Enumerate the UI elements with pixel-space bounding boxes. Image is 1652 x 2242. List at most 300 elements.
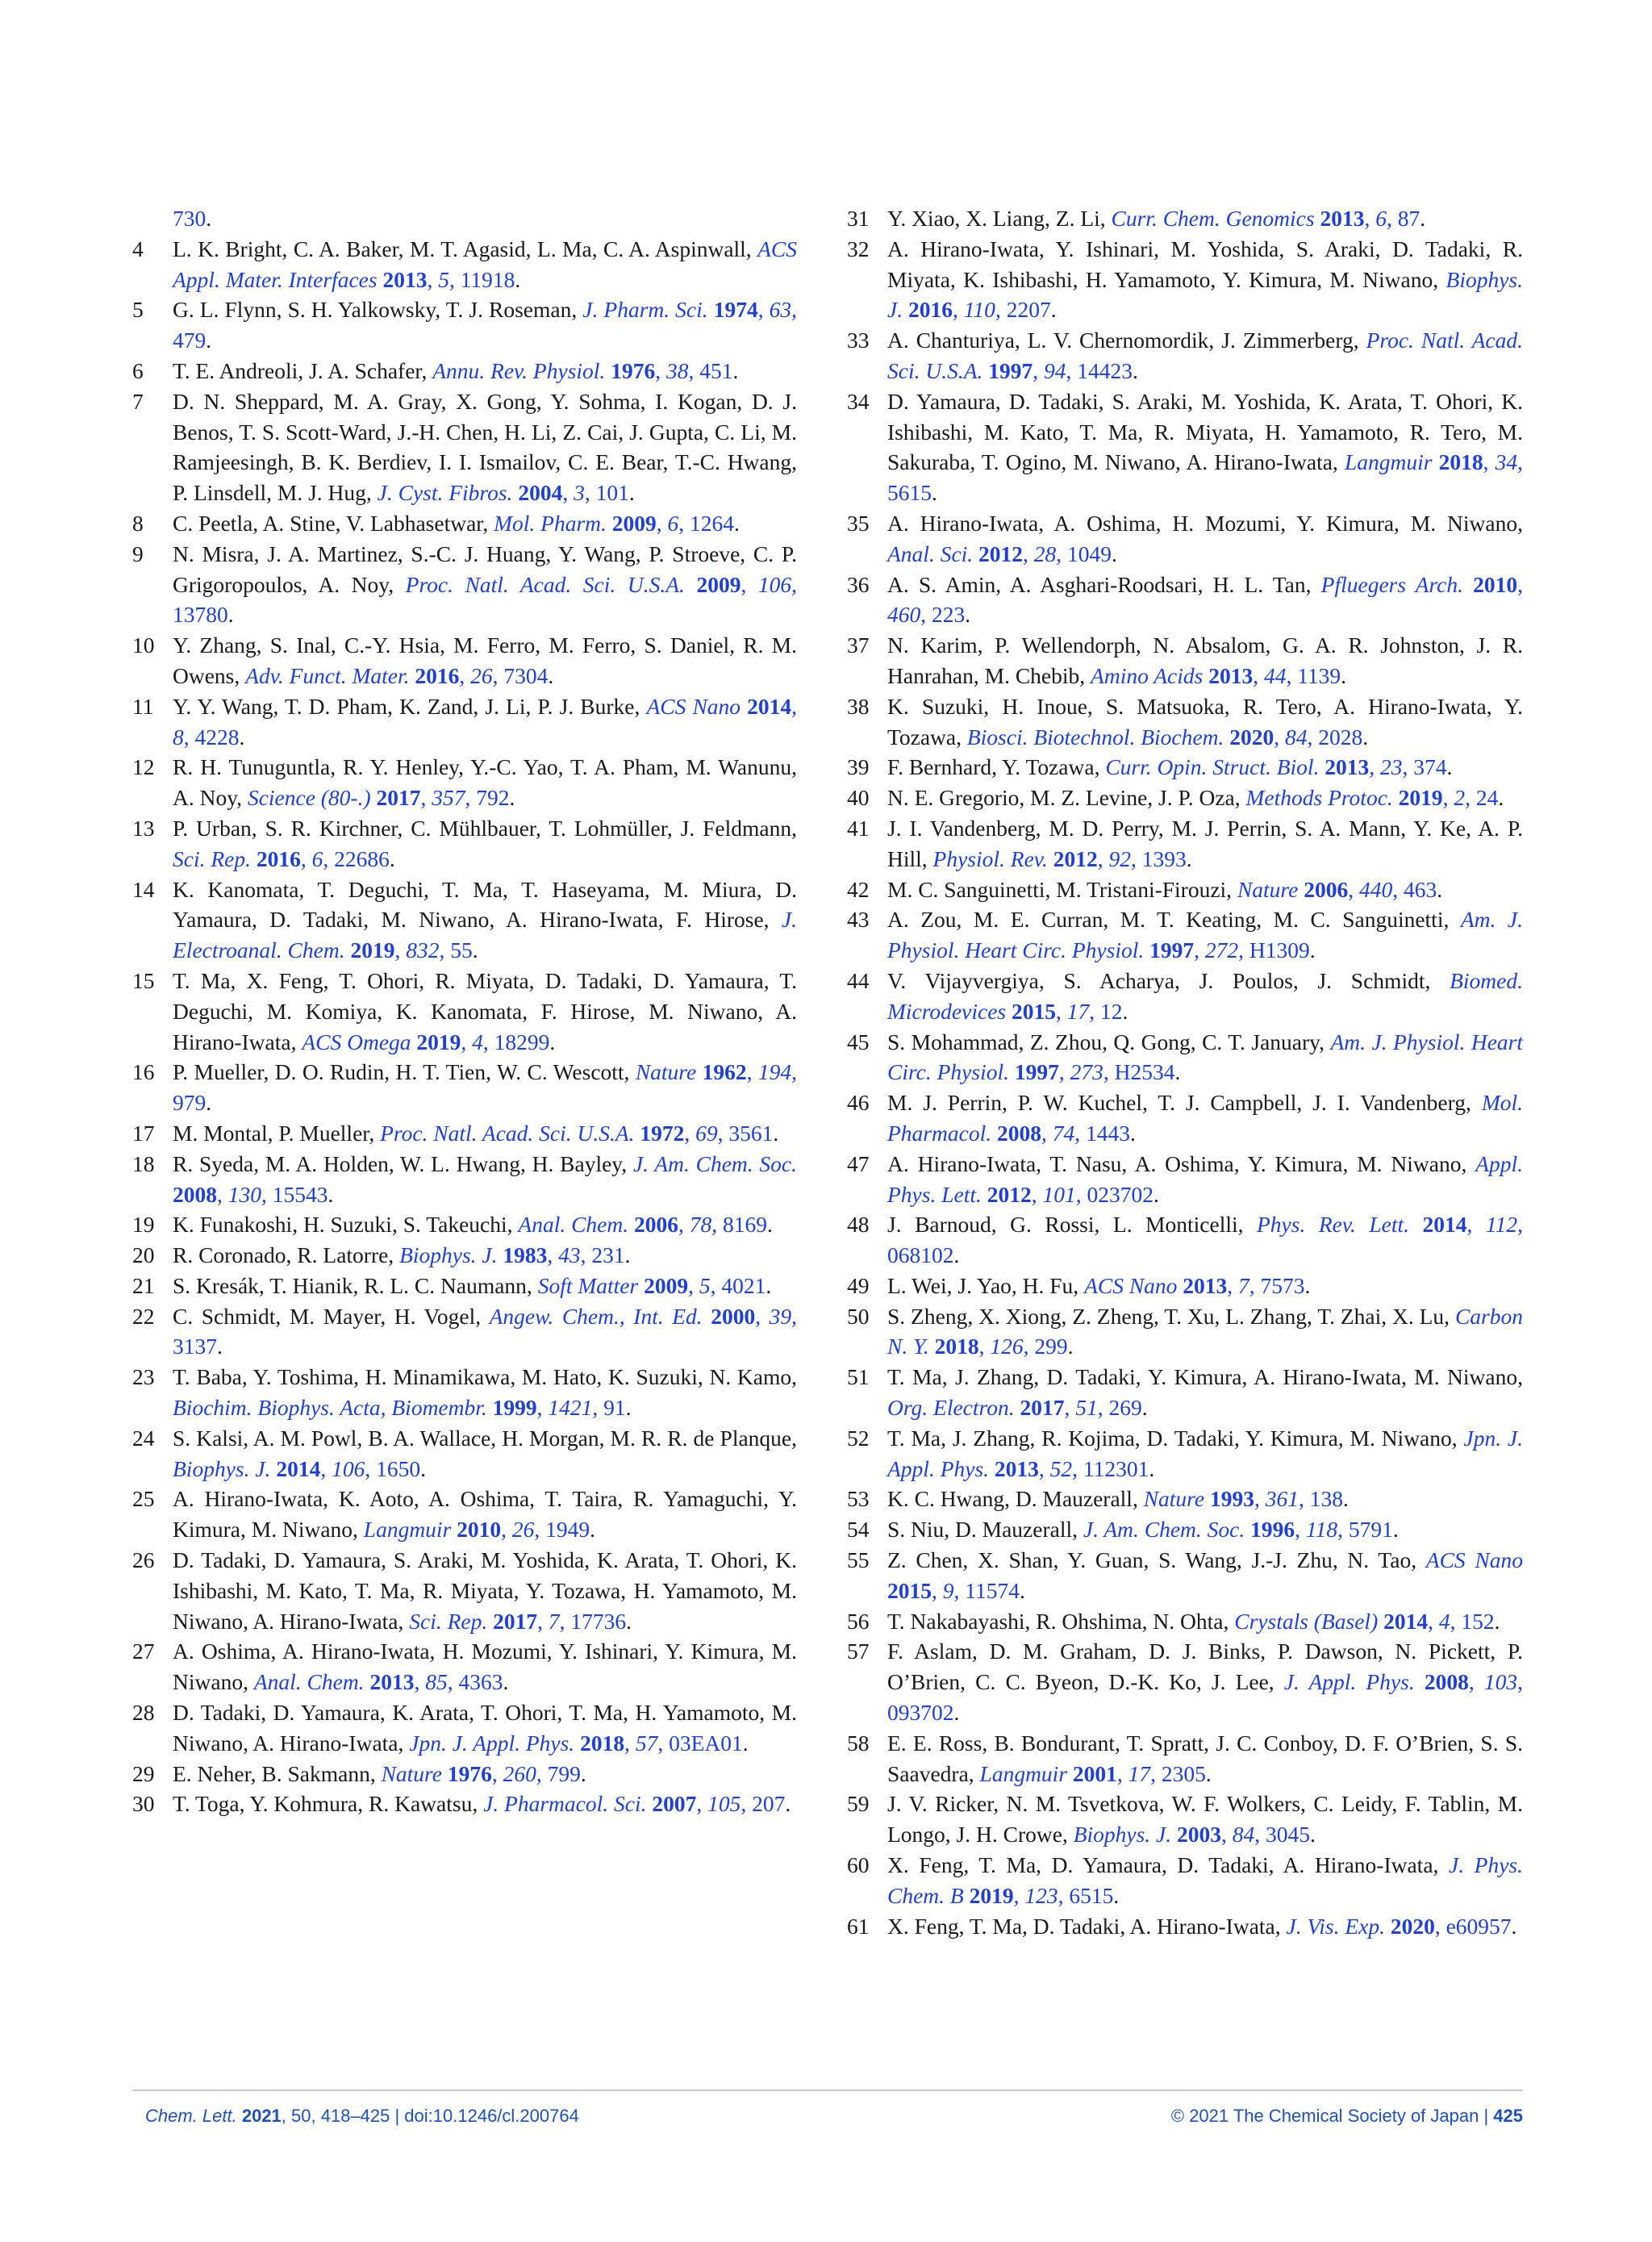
reference-link-segment[interactable]: , 91 xyxy=(592,1395,626,1421)
reference-link-segment[interactable]: Adv. Funct. Mater. xyxy=(245,662,410,688)
reference-link-segment[interactable]: , xyxy=(678,1212,690,1238)
reference-link-segment[interactable]: , 2305 xyxy=(1150,1760,1206,1786)
reference-text xyxy=(173,1761,586,1786)
reference-link-segment[interactable]: 2010 xyxy=(457,1517,502,1543)
reference-link-segment[interactable]: 460 xyxy=(887,602,921,628)
reference-link-segment[interactable]: 94 xyxy=(1044,357,1066,383)
reference-link-segment[interactable]: 110 xyxy=(963,297,995,323)
reference-link-segment[interactable]: 273 xyxy=(1070,1059,1103,1085)
reference-link-segment[interactable]: , xyxy=(1254,1486,1266,1512)
reference-link-segment[interactable]: Mol. Pharmacol. xyxy=(887,1090,1523,1146)
reference-link-segment[interactable]: Am. J. Physiol. Heart Circ. Physiol. xyxy=(887,907,1523,963)
reference-link-segment[interactable]: 2012 xyxy=(987,1181,1032,1207)
reference-link-segment[interactable]: J. Cyst. Fibros. xyxy=(377,480,513,506)
reference-link-segment[interactable]: 2012 xyxy=(1053,845,1098,871)
reference-link-segment[interactable]: 272 xyxy=(1204,937,1239,963)
reference-link-segment[interactable]: , 269 xyxy=(1097,1395,1142,1421)
reference-link-segment[interactable]: , 4228 xyxy=(183,724,240,749)
reference-link-segment[interactable]: Biomed. Microdevices xyxy=(887,967,1523,1024)
reference-link-segment[interactable]: 2019 xyxy=(416,1029,461,1054)
reference-link-segment[interactable]: Biophys. J. xyxy=(399,1242,498,1268)
reference-link-segment[interactable]: 9 xyxy=(942,1577,954,1603)
reference-link-segment[interactable]: J. Pharmacol. Sci. xyxy=(483,1791,647,1817)
reference-link-segment[interactable]: 57 xyxy=(635,1730,658,1756)
reference-link-segment[interactable]: 28 xyxy=(1033,541,1057,566)
reference-link-segment[interactable]: 5 xyxy=(438,266,449,292)
reference-text-segment xyxy=(703,1304,711,1329)
reference-link-segment[interactable]: Curr. Chem. Genomics xyxy=(1111,206,1315,231)
reference-link-segment[interactable]: 2009 xyxy=(644,1272,689,1298)
reference-link-segment[interactable]: , 11918 xyxy=(448,266,515,292)
reference-link-segment[interactable]: 6 xyxy=(667,510,679,536)
reference-link-segment[interactable]: 130 xyxy=(227,1181,261,1207)
reference-link-segment[interactable]: , xyxy=(932,1577,943,1603)
reference-link-segment[interactable]: Amino Acids xyxy=(1091,662,1204,688)
reference-link-segment[interactable]: , 112301 xyxy=(1072,1455,1149,1481)
reference-link-segment[interactable]: 2008 xyxy=(173,1181,217,1207)
reference-link-segment[interactable]: , 223 xyxy=(920,602,966,628)
reference-link-segment[interactable]: 74 xyxy=(1052,1120,1075,1146)
reference-link-segment[interactable]: 8 xyxy=(173,724,184,749)
reference-link-segment[interactable]: Phys. Rev. Lett. xyxy=(1257,1212,1410,1238)
reference-link-segment[interactable]: Nature xyxy=(635,1059,697,1085)
reference-link-segment[interactable]: 63 xyxy=(769,297,792,323)
reference-link-segment[interactable]: 2019 xyxy=(969,1882,1014,1908)
reference-link-segment[interactable]: Org. Electron. xyxy=(887,1395,1015,1421)
reference-link-segment[interactable]: , xyxy=(414,1669,426,1695)
reference-link-segment[interactable]: , 5615 xyxy=(887,449,1524,506)
reference-link-segment[interactable]: 361 xyxy=(1265,1486,1299,1512)
reference-link-segment[interactable]: , xyxy=(1055,998,1067,1024)
reference-link-segment[interactable]: 1974 xyxy=(713,297,758,323)
reference-link-segment[interactable]: J. Electroanal. Chem. xyxy=(173,907,797,963)
reference-link-segment[interactable]: , 479 xyxy=(173,297,797,353)
reference-link-segment[interactable]: 2006 xyxy=(634,1212,678,1238)
reference-link-segment[interactable]: 38 xyxy=(665,357,689,383)
reference-link-segment[interactable]: 34 xyxy=(1495,449,1518,475)
reference-link-segment[interactable]: , 55 xyxy=(439,937,473,963)
reference-link-segment[interactable]: 1972 xyxy=(640,1120,685,1146)
reference-link-segment[interactable]: , xyxy=(1442,785,1454,811)
reference-link-segment[interactable]: Biophys. J. xyxy=(173,1455,271,1481)
reference-link-segment[interactable]: J. Am. Chem. Soc. xyxy=(632,1150,797,1176)
reference-link-segment[interactable]: , xyxy=(300,845,312,871)
reference-link-segment[interactable]: 4 xyxy=(1438,1608,1450,1634)
reference-link-segment[interactable]: , 4363 xyxy=(447,1669,503,1695)
reference-link-segment[interactable]: , 799 xyxy=(536,1760,581,1786)
reference-link-segment[interactable]: 43 xyxy=(558,1242,581,1268)
reference-link-segment[interactable]: 2004 xyxy=(518,480,563,506)
reference-link-segment[interactable]: , xyxy=(655,357,666,383)
reference-link-segment[interactable]: , xyxy=(1295,1517,1306,1543)
reference-link-segment[interactable]: Sci. Rep. xyxy=(173,845,251,871)
reference-link-segment[interactable]: , 14423 xyxy=(1066,357,1133,383)
reference-link-segment[interactable]: , xyxy=(1038,1455,1050,1481)
reference-link-segment[interactable]: , xyxy=(427,266,439,292)
reference-link-segment[interactable]: 260 xyxy=(503,1760,536,1786)
reference-link-segment[interactable]: 440 xyxy=(1358,876,1393,902)
reference-text-segment: T. Toga, Y. Kohmura, R. Kawatsu, xyxy=(173,1791,484,1817)
reference-link-segment[interactable]: e60957 xyxy=(1446,1913,1512,1939)
reference-link-segment[interactable]: , xyxy=(491,1760,503,1786)
reference-link-segment[interactable]: , 2207 xyxy=(995,297,1051,323)
reference-link-segment[interactable]: 4 xyxy=(472,1029,483,1054)
reference-link-segment[interactable]: Langmuir xyxy=(979,1760,1068,1786)
reference-link-segment[interactable]: ACS Nano xyxy=(1425,1547,1523,1573)
reference-link-segment[interactable]: 17 xyxy=(1066,998,1090,1024)
reference-link-segment[interactable]: Sci. Rep. xyxy=(409,1608,488,1634)
reference-link-segment[interactable]: , 231 xyxy=(580,1242,625,1268)
reference-link-segment[interactable]: Curr. Opin. Struct. Biol. xyxy=(1105,754,1320,780)
reference-link-segment[interactable]: ACS Appl. Mater. Interfaces xyxy=(173,236,797,292)
reference-link-segment[interactable]: 2010 xyxy=(1473,571,1518,597)
reference-link-segment[interactable]: , 463 xyxy=(1392,876,1437,902)
reference-link-segment[interactable]: ACS Nano xyxy=(646,693,741,719)
reference-link-segment[interactable]: 2001 xyxy=(1072,1760,1117,1786)
reference-link-segment[interactable]: , xyxy=(1253,662,1264,688)
reference-link-segment[interactable]: , xyxy=(562,480,574,506)
reference-link-segment[interactable]: 2016 xyxy=(256,845,301,871)
reference-link-segment[interactable]: , xyxy=(394,937,407,963)
reference-link-segment[interactable]: J. Appl. Phys. xyxy=(1283,1669,1415,1695)
reference-link-segment[interactable]: 78 xyxy=(689,1212,712,1238)
reference-link-segment[interactable]: 2018 xyxy=(580,1730,625,1756)
reference-link-segment[interactable]: , 6515 xyxy=(1058,1882,1114,1908)
reference-link-segment[interactable]: , xyxy=(757,297,770,323)
reference-link-segment[interactable]: 103 xyxy=(1483,1669,1518,1695)
reference-link-segment[interactable]: J. Vis. Exp. xyxy=(1286,1913,1385,1939)
reference-link-segment[interactable]: 2000 xyxy=(711,1303,756,1329)
reference-number: 42 xyxy=(847,876,870,902)
reference-link-segment[interactable]: 3 xyxy=(574,480,585,506)
reference-link-segment[interactable]: , H2534 xyxy=(1103,1059,1175,1085)
reference-link-segment[interactable]: Anal. Chem. xyxy=(253,1669,365,1695)
reference-link-segment[interactable]: Carbon N. Y. xyxy=(887,1303,1523,1359)
reference-link-segment[interactable]: 2018 xyxy=(934,1334,979,1359)
reference-link-segment[interactable]: ACS Omega xyxy=(302,1029,411,1054)
reference-link-segment[interactable]: Langmuir xyxy=(363,1517,452,1543)
reference-link-segment[interactable]: Biochim. Biophys. Acta, Biomembr. xyxy=(173,1395,487,1421)
reference-link-segment[interactable]: 26 xyxy=(470,662,493,688)
reference-link-segment[interactable]: , 068102 xyxy=(887,1212,1523,1268)
reference-link-segment[interactable]: , 22686 xyxy=(323,845,390,871)
reference-link-segment[interactable]: , xyxy=(696,1791,708,1817)
reference-link-segment[interactable]: 39 xyxy=(769,1303,792,1329)
reference-link-segment[interactable]: ACS Nano xyxy=(1084,1272,1178,1298)
reference-link-segment[interactable]: Jpn. J. Appl. Phys. xyxy=(887,1425,1523,1481)
reference-link-segment[interactable]: 1996 xyxy=(1250,1517,1295,1543)
reference-link-segment[interactable]: , xyxy=(537,1608,549,1634)
reference-link-segment[interactable]: 1997 xyxy=(988,357,1033,383)
reference-link-segment[interactable]: Biosci. Biotechnol. Biochem. xyxy=(966,724,1224,749)
reference-link-segment[interactable]: Anal. Chem. xyxy=(518,1212,629,1238)
reference-link-segment[interactable]: , 4021 xyxy=(710,1272,766,1298)
reference-link-segment[interactable]: , 979 xyxy=(173,1059,798,1116)
reference-link-segment[interactable]: 51 xyxy=(1075,1395,1098,1421)
reference-link-segment[interactable]: 1976 xyxy=(447,1760,492,1786)
reference-link-segment[interactable]: Jpn. J. Appl. Phys. xyxy=(409,1730,575,1756)
reference-link-segment[interactable]: 44 xyxy=(1263,662,1287,688)
reference-link-segment[interactable]: , 1949 xyxy=(534,1517,590,1543)
reference-link-segment[interactable]: , xyxy=(755,1303,770,1329)
reference-link-segment[interactable]: , xyxy=(624,1730,636,1756)
reference-link-segment[interactable]: , 3137 xyxy=(173,1303,798,1359)
reference-link-segment[interactable]: 2019 xyxy=(350,937,395,963)
reference-link-segment[interactable]: 106 xyxy=(332,1455,365,1481)
reference-link-segment[interactable]: , 7304 xyxy=(492,662,549,688)
reference-link-segment[interactable]: , xyxy=(547,1242,559,1268)
reference-link-segment[interactable]: 357 xyxy=(432,785,465,811)
reference-link-segment[interactable]: , xyxy=(1194,937,1205,963)
reference-link-segment[interactable]: , 7573 xyxy=(1249,1272,1305,1298)
reference-link-segment[interactable]: 2015 xyxy=(1011,998,1056,1024)
reference-link-segment[interactable]: 6 xyxy=(1375,206,1387,231)
reference-link-segment[interactable]: , xyxy=(746,1059,758,1085)
reference-link-segment[interactable]: , xyxy=(459,662,471,688)
reference-link-segment[interactable]: , 152 xyxy=(1450,1608,1495,1634)
reference-link-segment[interactable]: , 374 xyxy=(1402,754,1447,780)
reference-17 xyxy=(132,1118,797,1149)
reference-link-segment[interactable]: 2007 xyxy=(652,1791,697,1817)
reference-link-segment[interactable]: , 3561 xyxy=(717,1120,774,1146)
reference-link-segment[interactable]: , xyxy=(1348,876,1359,902)
reference-link-segment[interactable]: , xyxy=(688,1272,699,1298)
reference-link-segment[interactable]: , 12 xyxy=(1089,998,1123,1024)
reference-link-segment[interactable]: , H1309 xyxy=(1238,937,1310,963)
reference-link-segment[interactable]: 2009 xyxy=(696,571,741,597)
reference-link-segment[interactable]: , 1049 xyxy=(1056,541,1112,566)
reference-link-segment[interactable]: 2013 xyxy=(1183,1272,1228,1298)
reference-link-segment[interactable]: 194 xyxy=(757,1059,792,1085)
reference-link-segment[interactable]: 2014 xyxy=(1422,1212,1467,1238)
reference-link-segment[interactable]: 1983 xyxy=(503,1242,548,1268)
reference-link-segment[interactable]: , 101 xyxy=(584,480,629,506)
reference-number: 46 xyxy=(847,1090,870,1116)
reference-link-segment[interactable]: , xyxy=(1364,206,1376,231)
reference-link-segment[interactable]: 2014 xyxy=(276,1455,321,1481)
reference-link-segment[interactable]: 1993 xyxy=(1209,1486,1254,1512)
reference-link-segment[interactable]: , xyxy=(1466,1212,1486,1238)
reference-link-segment[interactable]: , xyxy=(656,510,668,536)
reference-link-segment[interactable]: Mol. Pharm. xyxy=(494,510,607,536)
reference-link-segment[interactable]: , xyxy=(1041,1120,1053,1146)
reference-link-segment[interactable]: , 1393 xyxy=(1130,845,1187,871)
reference-link-segment[interactable]: 2014 xyxy=(1383,1608,1429,1634)
reference-link-segment[interactable]: 730 xyxy=(173,206,206,231)
reference-link-segment[interactable]: , xyxy=(952,297,964,323)
reference-link-segment[interactable]: , xyxy=(740,571,758,597)
reference-link-segment[interactable]: 17 xyxy=(1128,1760,1151,1786)
reference-link-segment[interactable]: 2016 xyxy=(907,297,953,323)
reference-link-segment[interactable]: , xyxy=(1064,1395,1076,1421)
reference-link-segment[interactable]: 69 xyxy=(695,1120,718,1146)
footer-citation[interactable] xyxy=(145,2106,579,2127)
reference-link-segment[interactable]: , xyxy=(461,1029,473,1054)
reference-link-segment[interactable]: Proc. Natl. Acad. Sci. U.S.A. xyxy=(380,1120,635,1146)
reference-link-segment[interactable]: Proc. Natl. Acad. Sci. U.S.A. xyxy=(887,328,1523,383)
reference-link-segment[interactable]: 92 xyxy=(1108,845,1131,871)
reference-link-segment[interactable]: , xyxy=(684,1120,696,1146)
reference-link-segment[interactable]: , xyxy=(1023,541,1034,566)
reference-link-segment[interactable]: Pfluegers Arch. xyxy=(1320,571,1463,597)
reference-link-segment[interactable]: 1997 xyxy=(1014,1059,1059,1085)
reference-text xyxy=(887,1609,1500,1634)
reference-link-segment[interactable]: , 299 xyxy=(1023,1334,1068,1359)
reference-link-segment[interactable]: , xyxy=(1428,1608,1439,1634)
reference-link-segment[interactable]: , xyxy=(1031,1181,1043,1207)
reference-link-segment[interactable]: , 13780 xyxy=(173,571,798,628)
reference-link-segment[interactable]: Appl. Phys. Lett. xyxy=(887,1150,1523,1207)
reference-link-segment[interactable]: 52 xyxy=(1049,1455,1073,1481)
reference-text-segment xyxy=(1409,1212,1423,1237)
reference-link-segment[interactable]: , 451 xyxy=(688,357,733,383)
reference-link-segment[interactable]: , xyxy=(1013,1882,1025,1908)
reference-link-segment[interactable]: Nature xyxy=(1237,876,1299,902)
reference-link-segment[interactable]: , xyxy=(1227,1272,1239,1298)
reference-link-segment[interactable]: 105 xyxy=(707,1791,741,1817)
reference-link-segment[interactable]: 23 xyxy=(1380,754,1403,780)
reference-link-segment[interactable]: , 2028 xyxy=(1307,724,1363,749)
reference-link-segment[interactable]: 2013 xyxy=(1320,206,1365,231)
reference-link-segment[interactable]: 2 xyxy=(1454,785,1466,811)
reference-link-segment[interactable]: 2018 xyxy=(1438,449,1483,475)
reference-link-segment[interactable]: Nature xyxy=(1143,1486,1205,1512)
reference-link-segment[interactable]: 2020 xyxy=(1390,1913,1435,1939)
reference-link-segment[interactable]: 2014 xyxy=(747,693,792,719)
reference-link-segment[interactable]: , xyxy=(536,1395,549,1421)
reference-link-segment[interactable]: 2003 xyxy=(1177,1822,1221,1847)
reference-link-segment[interactable]: , 3045 xyxy=(1254,1822,1310,1847)
reference-link-segment[interactable]: Am. J. Physiol. Heart Circ. Physiol. xyxy=(887,1029,1523,1085)
reference-link-segment[interactable]: 1999 xyxy=(492,1395,537,1421)
reference-link-segment[interactable]: J. Pharm. Sci. xyxy=(582,297,708,323)
reference-link-segment[interactable]: 118 xyxy=(1305,1517,1338,1543)
reference-link-segment[interactable]: , xyxy=(1468,1669,1484,1695)
reference-link-segment[interactable]: Biophys. J. xyxy=(1073,1822,1172,1847)
reference-link-segment[interactable]: 112 xyxy=(1485,1212,1518,1238)
reference-link-segment[interactable]: 2008 xyxy=(996,1120,1041,1146)
reference-link-segment[interactable]: 106 xyxy=(757,571,792,597)
reference-link-segment[interactable]: 84 xyxy=(1284,724,1308,749)
reference-link-segment[interactable]: Physiol. Rev. xyxy=(932,845,1048,871)
reference-link-segment[interactable]: Anal. Sci. xyxy=(887,541,974,566)
reference-link-segment[interactable]: Nature xyxy=(381,1760,442,1786)
reference-link-segment[interactable]: , xyxy=(1097,845,1109,871)
reference-link-segment[interactable]: , 24 xyxy=(1465,785,1499,811)
reference-link-segment[interactable]: 2019 xyxy=(1398,785,1443,811)
reference-link-segment[interactable]: Biophys. J. xyxy=(887,266,1523,323)
reference-link-segment[interactable]: , 8169 xyxy=(711,1212,767,1238)
reference-link-segment[interactable]: 7 xyxy=(1238,1272,1249,1298)
reference-link-segment[interactable]: 2013 xyxy=(1325,754,1370,780)
reference-link-segment[interactable]: 2008 xyxy=(1424,1669,1469,1695)
reference-link-segment[interactable]: J. Am. Chem. Soc. xyxy=(1083,1517,1245,1543)
reference-link-segment[interactable]: 84 xyxy=(1232,1822,1255,1847)
reference-link-segment[interactable]: , xyxy=(501,1517,512,1543)
reference-link-segment[interactable]: , 207 xyxy=(740,1791,786,1817)
reference-link-segment[interactable]: 2009 xyxy=(611,510,657,536)
reference-link-segment[interactable]: 832 xyxy=(406,937,440,963)
reference-text-segment: A. Oshima, A. Hirano-Iwata, H. Mozumi, Y. Ishinari, Y. Kimura, M. Niwano, xyxy=(173,1639,797,1695)
reference-link-segment[interactable]: 1997 xyxy=(1149,937,1195,963)
reference-link-segment[interactable]: , 093702 xyxy=(887,1669,1524,1726)
reference-link-segment[interactable]: , xyxy=(1116,1760,1128,1786)
reference-link-segment[interactable]: 2013 xyxy=(369,1669,415,1695)
reference-link-segment[interactable]: Science (80-.) xyxy=(247,785,371,811)
reference-link-segment[interactable]: , xyxy=(320,1455,332,1481)
reference-link-segment[interactable]: , 87 xyxy=(1386,206,1420,231)
reference-link-segment[interactable]: 101 xyxy=(1042,1181,1076,1207)
reference-link-segment[interactable]: 1976 xyxy=(611,357,656,383)
reference-link-segment[interactable]: , 5791 xyxy=(1337,1517,1393,1543)
reference-link-segment[interactable]: 123 xyxy=(1024,1882,1058,1908)
reference-link-segment[interactable]: 1962 xyxy=(702,1059,747,1085)
reference-link-segment[interactable]: , xyxy=(1434,1913,1446,1939)
reference-link-segment[interactable]: J. Phys. Chem. B xyxy=(887,1852,1523,1908)
reference-link-segment[interactable]: , xyxy=(420,785,432,811)
reference-link-segment[interactable]: 6 xyxy=(311,845,323,871)
reference-link-segment[interactable]: , xyxy=(1032,357,1045,383)
reference-link-segment[interactable]: Annu. Rev. Physiol. xyxy=(432,357,606,383)
reference-link-segment[interactable]: , xyxy=(1483,449,1496,475)
reference-link-segment[interactable]: 2016 xyxy=(415,662,460,688)
reference-link-segment[interactable]: 7 xyxy=(548,1608,560,1634)
reference-link-segment[interactable]: , 1650 xyxy=(365,1455,421,1481)
reference-link-segment[interactable]: 5 xyxy=(699,1272,711,1298)
reference-link-segment[interactable]: Methods Protoc. xyxy=(1245,785,1393,811)
reference-link-segment[interactable]: , 1139 xyxy=(1286,662,1341,688)
reference-link-segment[interactable]: , xyxy=(217,1181,228,1207)
reference-link-segment[interactable]: , 1264 xyxy=(678,510,735,536)
reference-link-segment[interactable]: , xyxy=(1517,571,1524,597)
reference-link-segment[interactable]: 26 xyxy=(511,1517,535,1543)
reference-link-segment[interactable]: , xyxy=(791,693,798,719)
reference-link-segment[interactable]: , xyxy=(1221,1822,1233,1847)
reference-link-segment[interactable]: , xyxy=(1369,754,1381,780)
reference-link-segment[interactable]: , 17736 xyxy=(559,1608,627,1634)
reference-link-segment[interactable]: Proc. Natl. Acad. Sci. U.S.A. xyxy=(405,571,685,597)
reference-link-segment[interactable]: Soft Matter xyxy=(537,1272,639,1298)
reference-link-segment[interactable]: 2013 xyxy=(382,266,428,292)
reference-link-segment[interactable]: , 023702 xyxy=(1075,1181,1153,1207)
reference-link-segment[interactable]: 2017 xyxy=(376,785,421,811)
reference-link-segment[interactable]: 85 xyxy=(425,1669,448,1695)
reference-link-segment[interactable]: 2020 xyxy=(1229,724,1274,749)
reference-link-segment[interactable]: 2017 xyxy=(493,1608,538,1634)
reference-link-segment[interactable]: , 15543 xyxy=(261,1181,328,1207)
reference-link-segment[interactable]: Langmuir xyxy=(1344,449,1433,475)
reference-link-segment[interactable]: Angew. Chem., Int. Ed. xyxy=(489,1303,703,1329)
reference-link-segment[interactable]: 2013 xyxy=(994,1455,1039,1481)
reference-link-segment[interactable]: Crystals (Basel) xyxy=(1234,1608,1379,1634)
reference-link-segment[interactable]: , 138 xyxy=(1298,1486,1343,1512)
reference-link-segment[interactable]: , xyxy=(978,1334,991,1359)
reference-link-segment[interactable]: , 11574 xyxy=(953,1577,1020,1603)
reference-link-segment[interactable]: 1421 xyxy=(548,1395,593,1421)
reference-link-segment[interactable]: , xyxy=(1058,1059,1070,1085)
reference-link-segment[interactable]: 2006 xyxy=(1304,876,1349,902)
reference-link-segment[interactable]: , 03EA01 xyxy=(657,1730,743,1756)
reference-link-segment[interactable]: 2013 xyxy=(1208,662,1254,688)
reference-link-segment[interactable]: , 792 xyxy=(465,785,510,811)
reference-link-segment[interactable]: 2012 xyxy=(978,541,1024,566)
reference-link-segment[interactable]: 2015 xyxy=(887,1577,932,1603)
reference-link-segment[interactable]: 126 xyxy=(990,1334,1024,1359)
reference-link-segment[interactable]: , 1443 xyxy=(1074,1120,1130,1146)
reference-link-segment[interactable]: 2017 xyxy=(1020,1395,1065,1421)
reference-link-segment[interactable]: , xyxy=(1274,724,1285,749)
reference-link-segment[interactable]: , 18299 xyxy=(482,1029,550,1054)
